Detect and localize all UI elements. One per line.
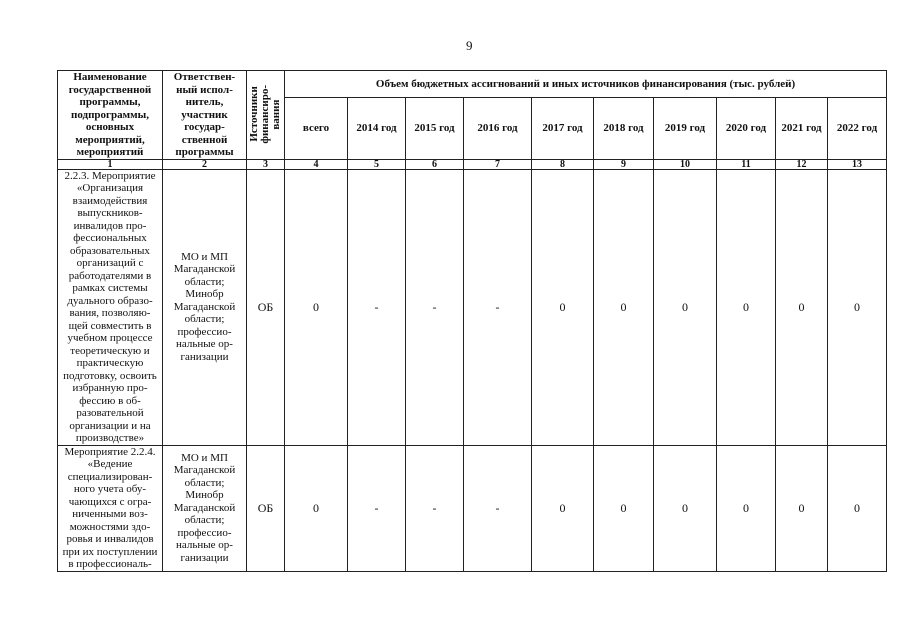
row-value-2018: 0 [594,445,654,571]
header-volume: Объем бюджетных ассигнований и иных источников финансирования (тыс. рублей) [285,71,887,98]
row-value-2018: 0 [594,169,654,445]
header-responsible: Ответствен- ный испол- нитель, участник государ- ственной программы [163,71,247,160]
column-number: 8 [532,159,594,169]
row-value-2022: 0 [828,445,887,571]
row-value-2020: 0 [717,445,776,571]
table-row [58,445,887,571]
row-value-total: 0 [285,445,348,571]
header-year-2016: 2016 год [464,97,532,159]
row-name: Мероприятие 2.2.4. «Ведение специализирован- ного учета обу- чающихся с огра- ниченными воз- можностями здо- ровья и инвалидов при их поступлении в профессиональ- [58,445,163,571]
row-responsible: МО и МП Магаданской области; Минобр Магаданской области; профессио- нальные ор- ганизации [163,445,247,571]
row-value-2020: 0 [717,169,776,445]
header-year-2015: 2015 год [406,97,464,159]
column-number: 10 [654,159,717,169]
column-numbers-row [58,159,887,169]
header-source [247,71,285,160]
header-year-2022: 2022 год [828,97,887,159]
row-value-2014: - [348,169,406,445]
header-year-2014: 2014 год [348,97,406,159]
page-number: 9 [466,38,473,53]
table-row [58,169,887,445]
header-year-2019: 2019 год [654,97,717,159]
column-number: 12 [776,159,828,169]
header-year-total: всего [285,97,348,159]
column-number: 1 [58,159,163,169]
column-number: 2 [163,159,247,169]
row-source: ОБ [247,445,285,571]
row-value-2019: 0 [654,445,717,571]
row-responsible: МО и МП Магаданской области; Минобр Магаданской области; профессио- нальные ор- ганизации [163,169,247,445]
header-year-2020: 2020 год [717,97,776,159]
column-number: 5 [348,159,406,169]
row-name: 2.2.3. Мероприятие «Организация взаимодействия выпускников- инвалидов про- фессиональных образовательных организаций с работодателями в рамках системы дуального образо- вания, позволяю- щей совместить в учебном процессе теоретическую и практическую подготовку, освоить избранную про- фессию в об- разовательной организации и на производстве» [58,169,163,445]
row-value-2022: 0 [828,169,887,445]
row-value-2015: - [406,169,464,445]
row-value-total: 0 [285,169,348,445]
budget-table [57,70,887,572]
column-number: 6 [406,159,464,169]
row-value-2017: 0 [532,445,594,571]
column-number: 3 [247,159,285,169]
row-value-2016: - [464,445,532,571]
row-value-2019: 0 [654,169,717,445]
row-value-2014: - [348,445,406,571]
header-source-label: Источники финансиро- вания [248,85,282,145]
column-number: 11 [717,159,776,169]
header-year-2021: 2021 год [776,97,828,159]
column-number: 4 [285,159,348,169]
header-year-2017: 2017 год [532,97,594,159]
row-value-2015: - [406,445,464,571]
column-number: 13 [828,159,887,169]
row-value-2017: 0 [532,169,594,445]
row-source: ОБ [247,169,285,445]
row-value-2016: - [464,169,532,445]
header-year-2018: 2018 год [594,97,654,159]
row-value-2021: 0 [776,445,828,571]
header-name: Наименование государственной программы, подпрограммы, основных мероприятий, мероприятий [58,71,163,160]
row-value-2021: 0 [776,169,828,445]
column-number: 9 [594,159,654,169]
column-number: 7 [464,159,532,169]
